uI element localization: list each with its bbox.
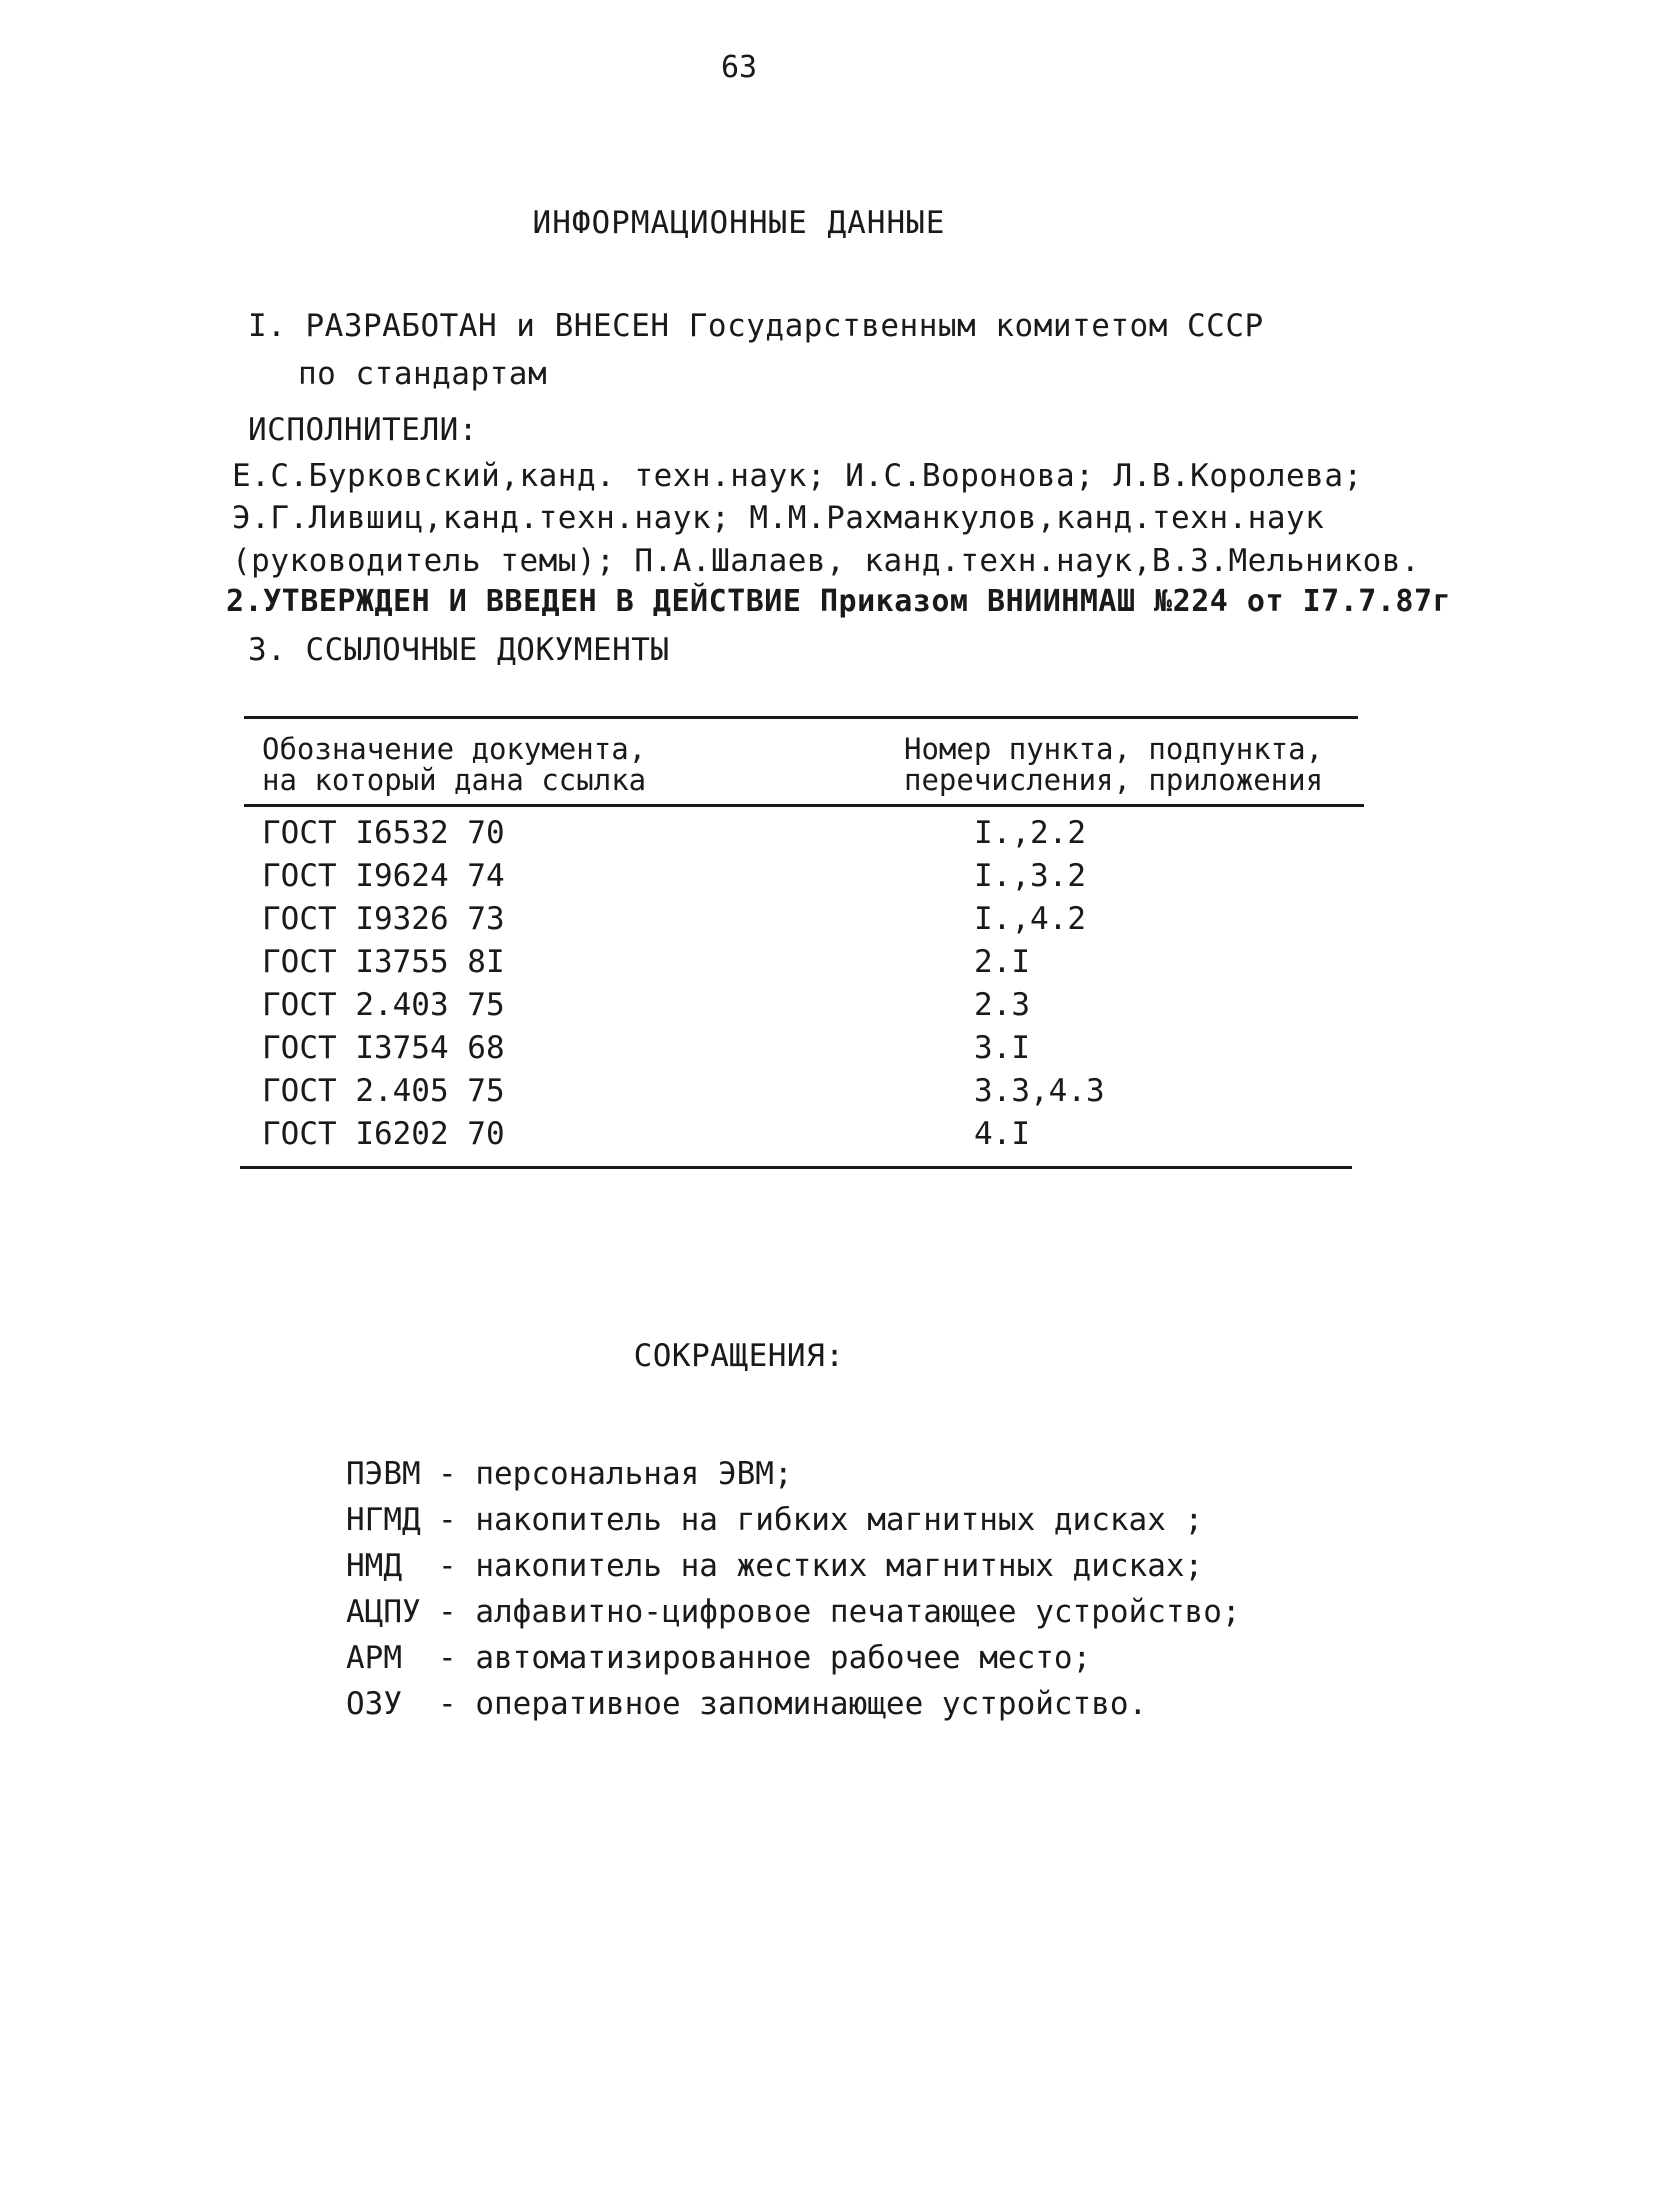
table-row-clauses: I.,3.2: [974, 858, 1086, 894]
table-row-clauses: 3.3,4.3: [974, 1073, 1105, 1109]
table-header-rule: [244, 804, 1364, 807]
table-top-rule: [244, 716, 1358, 719]
table-row-doc: ГОСТ I9326 73: [262, 901, 505, 937]
abbreviation-term: АЦПУ: [346, 1594, 421, 1630]
executors-line1: Е.С.Бурковский,канд. техн.наук; И.С.Воронова; Л.В.Королева;: [232, 458, 1363, 494]
section1-line1: I. РАЗРАБОТАН и ВНЕСЕН Государственным комитетом СССР: [248, 308, 1264, 344]
abbreviation-definition: - оперативное запоминающее устройство.: [438, 1686, 1148, 1722]
abbreviation-term: ОЗУ: [346, 1686, 402, 1722]
section1-line2: по стандартам: [298, 356, 548, 392]
table-row-clauses: 3.I: [974, 1030, 1030, 1066]
table-row-clauses: I.,4.2: [974, 901, 1086, 937]
table-row-doc: ГОСТ I3754 68: [262, 1030, 505, 1066]
table-header-clauses: [904, 734, 1323, 796]
abbreviation-term: НГМД: [346, 1502, 421, 1538]
abbreviation-term: ПЭВМ: [346, 1456, 421, 1492]
table-row-doc: ГОСТ 2.403 75: [262, 987, 505, 1023]
executors-line3: (руководитель темы); П.А.Шалаев, канд.техн.наук,В.З.Мельников.: [232, 543, 1421, 579]
executors-label: ИСПОЛНИТЕЛИ:: [248, 412, 478, 448]
table-bottom-rule: [240, 1166, 1352, 1169]
table-header-clauses-line1: Номер пункта, подпункта,: [904, 732, 1324, 766]
table-row-clauses: 2.3: [974, 987, 1030, 1023]
abbreviation-definition: - персональная ЭВМ;: [438, 1456, 793, 1492]
abbreviation-definition: - алфавитно-цифровое печатающее устройство;: [438, 1594, 1241, 1630]
abbreviation-definition: - автоматизированное рабочее место;: [438, 1640, 1092, 1676]
table-row-doc: ГОСТ 2.405 75: [262, 1073, 505, 1109]
table-row-doc: ГОСТ I3755 8I: [262, 944, 505, 980]
section3-heading: 3. ССЫЛОЧНЫЕ ДОКУМЕНТЫ: [248, 632, 670, 668]
abbreviations-heading: СОКРАЩЕНИЯ:: [633, 1338, 845, 1374]
abbreviation-definition: - накопитель на гибких магнитных дисках ;: [438, 1502, 1204, 1538]
table-row-doc: ГОСТ I9624 74: [262, 858, 505, 894]
table-header-clauses-line2: перечисления, приложения: [904, 763, 1324, 797]
abbreviation-definition: - накопитель на жестких магнитных дисках;: [438, 1548, 1204, 1584]
table-header-doc: [262, 734, 646, 796]
table-header-doc-line2: на который дана ссылка: [262, 763, 647, 797]
table-row-doc: ГОСТ I6202 70: [262, 1116, 505, 1152]
executors-line2: Э.Г.Лившиц,канд.техн.наук; М.М.Рахманкулов,канд.техн.наук: [232, 500, 1325, 536]
table-row-doc: ГОСТ I6532 70: [262, 815, 505, 851]
page-title: ИНФОРМАЦИОННЫЕ ДАННЫЕ: [532, 205, 946, 241]
table-row-clauses: 4.I: [974, 1116, 1030, 1152]
section2-approval: 2.УТВЕРЖДЕН И ВВЕДЕН В ДЕЙСТВИЕ Приказом ВНИИНМАШ №224 от I7.7.87г: [226, 584, 1452, 619]
table-row-clauses: I.,2.2: [974, 815, 1086, 851]
abbreviation-term: НМД: [346, 1548, 402, 1584]
table-header-doc-line1: Обозначение документа,: [262, 732, 647, 766]
table-row-clauses: 2.I: [974, 944, 1030, 980]
page-number: 63: [720, 50, 758, 85]
abbreviation-term: АРМ: [346, 1640, 402, 1676]
